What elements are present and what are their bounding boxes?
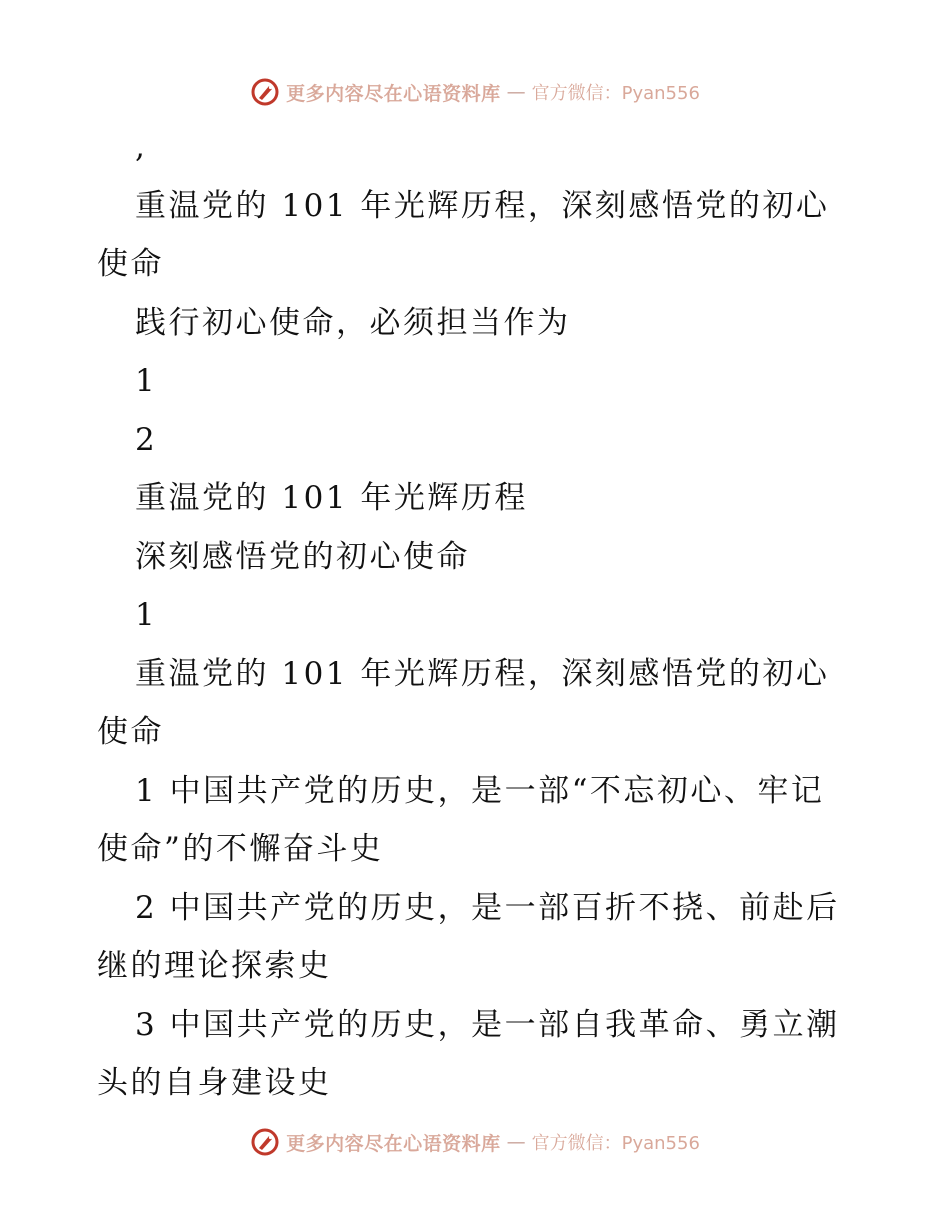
- banner-text: 更多内容尽在心语资料库: [286, 1132, 501, 1155]
- text-line: 头的自身建设史: [97, 1065, 332, 1101]
- banner-group: [250, 77, 700, 107]
- text-line: 继的理论探索史: [97, 948, 332, 984]
- pen-nib-circle-icon: [250, 1127, 280, 1157]
- text-line: 使命”的不懈奋斗史: [97, 831, 384, 867]
- banner-text: 更多内容尽在心语资料库: [286, 82, 501, 105]
- banner-separator: —: [506, 1131, 526, 1153]
- text-line: 3 中国共产党的历史，是一部自我革命、勇立潮: [135, 1006, 840, 1043]
- text-line: 1 中国共产党的历史，是一部“不忘初心、牢记: [135, 772, 825, 809]
- pen-nib-circle-icon: [250, 77, 280, 107]
- text-line: 重温党的 101 年光辉历程，深刻感悟党的初心: [135, 187, 830, 224]
- text-line: ,: [135, 129, 148, 165]
- header-banner: [0, 72, 950, 112]
- text-line: 2 中国共产党的历史，是一部百折不挠、前赴后: [135, 889, 840, 926]
- text-line: 践行初心使命，必须担当作为: [135, 304, 571, 341]
- text-line: 使命: [97, 714, 164, 750]
- banner-wechat: 官方微信：Pyan556: [531, 1133, 700, 1154]
- banner-separator: —: [506, 81, 526, 103]
- banner-wechat: 官方微信：Pyan556: [531, 83, 700, 104]
- text-line: 使命: [97, 246, 164, 282]
- text-line: 重温党的 101 年光辉历程: [135, 480, 528, 516]
- text-line: 2: [135, 421, 158, 458]
- text-line: 1: [135, 363, 158, 399]
- footer-banner: [0, 1122, 950, 1162]
- document-body: [97, 118, 847, 1113]
- text-line: 重温党的 101 年光辉历程，深刻感悟党的初心: [135, 655, 830, 692]
- text-line: 1: [135, 597, 158, 633]
- text-line: 深刻感悟党的初心使命: [135, 538, 470, 575]
- banner-group: [250, 1127, 700, 1157]
